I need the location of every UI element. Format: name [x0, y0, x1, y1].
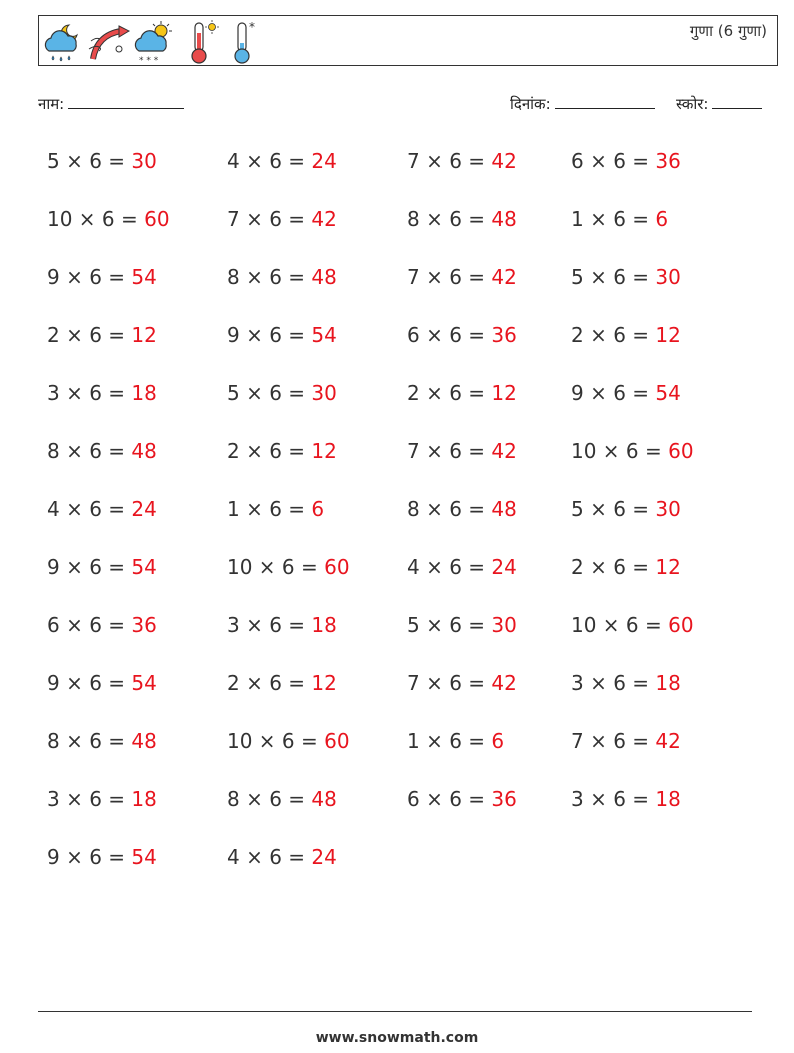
problem-answer: 48 — [311, 787, 337, 811]
score-label: स्कोर: — [676, 95, 709, 113]
problem-item — [571, 555, 681, 579]
problem-answer: 54 — [311, 323, 337, 347]
problem-question: 9 × 6 = — [47, 555, 132, 579]
problem-answer: 60 — [324, 555, 350, 579]
problem-answer: 30 — [491, 613, 517, 637]
problem-item — [407, 207, 517, 231]
footer-divider — [38, 1011, 752, 1012]
problem-item — [227, 613, 337, 637]
problem-answer: 36 — [655, 149, 681, 173]
problem-answer: 48 — [491, 497, 517, 521]
problem-item — [47, 613, 157, 637]
problem-item — [47, 323, 157, 347]
problem-answer: 24 — [311, 845, 337, 869]
problem-answer: 24 — [131, 497, 157, 521]
name-blank[interactable] — [68, 94, 184, 109]
problem-item — [227, 323, 337, 347]
problem-answer: 48 — [131, 729, 157, 753]
problem-item — [571, 729, 681, 753]
problem-answer: 48 — [311, 265, 337, 289]
problem-item — [47, 439, 157, 463]
problem-answer: 54 — [655, 381, 681, 405]
problem-item — [407, 149, 517, 173]
problem-answer: 30 — [655, 265, 681, 289]
problem-question: 8 × 6 = — [47, 439, 132, 463]
problem-item — [571, 439, 694, 463]
problem-question: 1 × 6 = — [571, 207, 656, 231]
problem-item — [47, 845, 157, 869]
problem-question: 8 × 6 = — [407, 497, 492, 521]
problem-answer: 36 — [491, 787, 517, 811]
problem-item — [407, 265, 517, 289]
problem-item — [47, 381, 157, 405]
svg-text:*: * — [249, 20, 255, 34]
problem-question: 2 × 6 = — [571, 555, 656, 579]
problem-answer: 54 — [131, 671, 157, 695]
problem-item — [227, 555, 350, 579]
problem-item — [571, 207, 668, 231]
problem-question: 6 × 6 = — [571, 149, 656, 173]
problem-answer: 42 — [491, 439, 517, 463]
date-field — [510, 94, 655, 114]
problem-item — [227, 207, 337, 231]
problem-item — [571, 149, 681, 173]
problem-answer: 12 — [131, 323, 157, 347]
problem-item — [47, 497, 157, 521]
problem-item — [47, 149, 157, 173]
problem-answer: 6 — [655, 207, 669, 231]
cold-thermometer-icon — [229, 19, 263, 65]
problem-item — [571, 381, 681, 405]
problem-item — [227, 729, 350, 753]
problem-item — [407, 729, 504, 753]
problem-answer: 12 — [311, 671, 337, 695]
rain-cloud-moon-icon — [41, 19, 85, 65]
problem-answer: 30 — [311, 381, 337, 405]
problem-item — [47, 671, 157, 695]
hot-thermometer-icon — [186, 19, 220, 65]
problem-answer: 54 — [131, 265, 157, 289]
problem-answer: 42 — [655, 729, 681, 753]
problem-question: 6 × 6 = — [407, 787, 492, 811]
problem-question: 2 × 6 = — [47, 323, 132, 347]
problem-question: 5 × 6 = — [407, 613, 492, 637]
problem-question: 2 × 6 = — [407, 381, 492, 405]
problem-question: 4 × 6 = — [407, 555, 492, 579]
problem-question: 10 × 6 = — [571, 439, 669, 463]
problem-answer: 6 — [311, 497, 325, 521]
problem-answer: 60 — [324, 729, 350, 753]
problem-item — [407, 613, 517, 637]
problem-item — [227, 149, 337, 173]
problem-answer: 12 — [655, 323, 681, 347]
date-label: दिनांक: — [510, 95, 551, 113]
problem-question: 5 × 6 = — [571, 265, 656, 289]
problem-question: 10 × 6 = — [227, 729, 325, 753]
problem-answer: 60 — [668, 439, 694, 463]
problem-question: 1 × 6 = — [407, 729, 492, 753]
problem-question: 3 × 6 = — [47, 381, 132, 405]
problem-answer: 42 — [491, 671, 517, 695]
problem-question: 7 × 6 = — [571, 729, 656, 753]
problem-question: 7 × 6 = — [407, 671, 492, 695]
problem-answer: 48 — [491, 207, 517, 231]
problem-item — [47, 787, 157, 811]
problem-item — [227, 787, 337, 811]
problem-item — [571, 671, 681, 695]
problem-item — [407, 671, 517, 695]
problem-item — [571, 265, 681, 289]
problem-item — [407, 323, 517, 347]
problem-question: 2 × 6 = — [227, 439, 312, 463]
problem-answer: 24 — [491, 555, 517, 579]
score-field — [676, 94, 762, 114]
problem-question: 7 × 6 = — [407, 439, 492, 463]
problem-answer: 12 — [655, 555, 681, 579]
problem-question: 10 × 6 = — [571, 613, 669, 637]
problem-answer: 60 — [668, 613, 694, 637]
problem-item — [227, 845, 337, 869]
problem-question: 8 × 6 = — [47, 729, 132, 753]
problem-question: 4 × 6 = — [227, 845, 312, 869]
problem-answer: 18 — [655, 787, 681, 811]
problem-item — [571, 613, 694, 637]
problem-item — [571, 497, 681, 521]
problem-question: 9 × 6 = — [47, 845, 132, 869]
problem-question: 10 × 6 = — [227, 555, 325, 579]
problem-item — [407, 439, 517, 463]
problem-answer: 30 — [131, 149, 157, 173]
problem-question: 6 × 6 = — [47, 613, 132, 637]
page-title: गुणा (6 गुणा) — [689, 22, 767, 40]
problem-answer: 42 — [491, 149, 517, 173]
problem-answer: 60 — [144, 207, 170, 231]
problem-question: 1 × 6 = — [227, 497, 312, 521]
problem-question: 7 × 6 = — [227, 207, 312, 231]
problem-question: 2 × 6 = — [227, 671, 312, 695]
svg-text:* * *: * * * — [139, 56, 159, 65]
problem-question: 2 × 6 = — [571, 323, 656, 347]
problem-question: 9 × 6 = — [47, 671, 132, 695]
problem-answer: 42 — [311, 207, 337, 231]
problem-item — [407, 787, 517, 811]
problem-question: 3 × 6 = — [227, 613, 312, 637]
problem-answer: 12 — [491, 381, 517, 405]
problem-item — [407, 497, 517, 521]
problem-question: 4 × 6 = — [227, 149, 312, 173]
problem-question: 9 × 6 = — [227, 323, 312, 347]
problem-answer: 18 — [131, 787, 157, 811]
problem-question: 8 × 6 = — [227, 265, 312, 289]
problem-answer: 24 — [311, 149, 337, 173]
problem-item — [407, 381, 517, 405]
problem-question: 8 × 6 = — [227, 787, 312, 811]
snow-cloud-sun-icon — [131, 19, 177, 65]
problem-answer: 6 — [491, 729, 505, 753]
problem-question: 5 × 6 = — [571, 497, 656, 521]
problem-item — [227, 671, 337, 695]
problem-question: 10 × 6 = — [47, 207, 145, 231]
problem-answer: 30 — [655, 497, 681, 521]
problem-question: 3 × 6 = — [571, 787, 656, 811]
problem-item — [227, 381, 337, 405]
problem-answer: 18 — [131, 381, 157, 405]
problem-question: 7 × 6 = — [407, 149, 492, 173]
problem-answer: 54 — [131, 845, 157, 869]
problem-answer: 42 — [491, 265, 517, 289]
problem-item — [227, 265, 337, 289]
problem-question: 8 × 6 = — [407, 207, 492, 231]
problem-item — [227, 497, 324, 521]
problem-answer: 54 — [131, 555, 157, 579]
problem-item — [47, 207, 170, 231]
problem-item — [407, 555, 517, 579]
problem-question: 5 × 6 = — [47, 149, 132, 173]
name-field — [38, 94, 184, 114]
problem-question: 5 × 6 = — [227, 381, 312, 405]
footer-url: www.snowmath.com — [315, 1030, 479, 1046]
wind-icon — [87, 19, 131, 65]
problem-answer: 48 — [131, 439, 157, 463]
problem-item — [47, 729, 157, 753]
score-blank[interactable] — [712, 94, 762, 109]
problem-answer: 36 — [131, 613, 157, 637]
problem-answer: 18 — [311, 613, 337, 637]
problem-item — [227, 439, 337, 463]
problem-question: 3 × 6 = — [571, 671, 656, 695]
header-box — [38, 15, 778, 66]
problem-answer: 18 — [655, 671, 681, 695]
problem-answer: 12 — [311, 439, 337, 463]
name-label: नाम: — [38, 95, 65, 113]
date-blank[interactable] — [555, 94, 655, 109]
problem-question: 3 × 6 = — [47, 787, 132, 811]
problem-question: 6 × 6 = — [407, 323, 492, 347]
problem-question: 7 × 6 = — [407, 265, 492, 289]
problem-question: 9 × 6 = — [47, 265, 132, 289]
problem-question: 9 × 6 = — [571, 381, 656, 405]
problem-question: 4 × 6 = — [47, 497, 132, 521]
problem-item — [571, 787, 681, 811]
problem-item — [571, 323, 681, 347]
problem-item — [47, 265, 157, 289]
problem-answer: 36 — [491, 323, 517, 347]
problem-item — [47, 555, 157, 579]
